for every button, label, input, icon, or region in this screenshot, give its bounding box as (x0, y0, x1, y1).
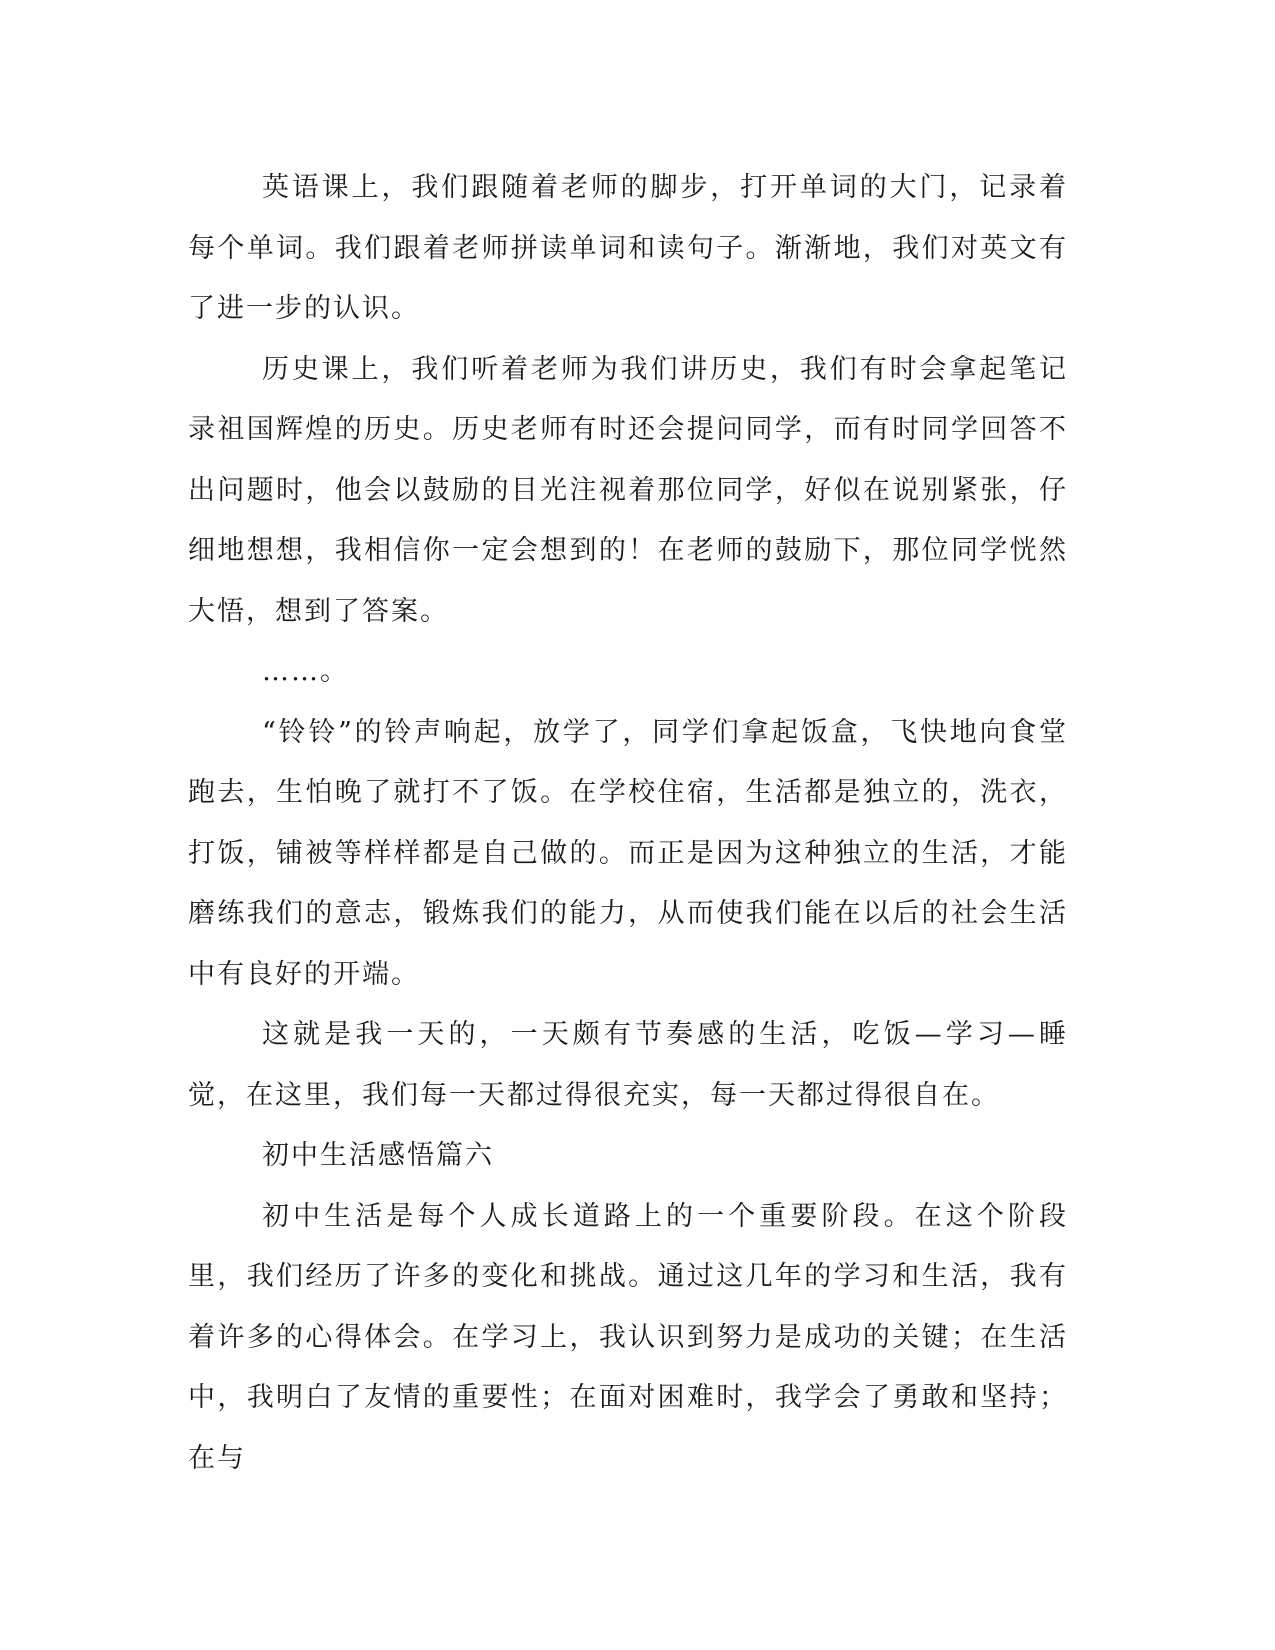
paragraph-history-class: 历史课上，我们听着老师为我们讲历史，我们有时会拿起笔记录祖国辉煌的历史。历史老师有时还会提问同学，而有时同学回答不出问题时，他会以鼓励的目光注视着那位同学，好似在说别紧张，仔细地想想，我相信你一定会想到的！在老师的鼓励下，那位同学恍然大悟，想到了答案。 (188, 353, 1068, 627)
paragraph-ellipsis: ……。 (262, 656, 349, 687)
paragraph-english-class: 英语课上，我们跟随着老师的脚步，打开单词的大门，记录着每个单词。我们跟着老师拼读单词和读句子。渐渐地，我们对英文有了进一步的认识。 (188, 172, 1068, 324)
section-heading: 初中生活感悟篇六 (262, 1140, 494, 1171)
paragraph-school-life: “铃铃”的铃声响起，放学了，同学们拿起饭盒，飞快地向食堂跑去，生怕晚了就打不了饭。在学校住宿，生活都是独立的，洗衣，打饭，铺被等样样都是自己做的。而正是因为这种独立的生活，才能磨练我们的意志，锻炼我们的能力，从而使我们能在以后的社会生活中有良好的开端。 (188, 716, 1068, 990)
paragraph-daily-rhythm: 这就是我一天的，一天颇有节奏感的生活，吃饭—学习—睡觉，在这里，我们每一天都过得很充实，每一天都过得很自在。 (188, 1019, 1068, 1111)
paragraph-section-intro: 初中生活是每个人成长道路上的一个重要阶段。在这个阶段里，我们经历了许多的变化和挑战。通过这几年的学习和生活，我有着许多的心得体会。在学习上，我认识到努力是成功的关键；在生活中，我明白了友情的重要性；在面对困难时，我学会了勇敢和坚持；在与 (188, 1200, 1068, 1474)
document-body (188, 158, 1068, 1489)
